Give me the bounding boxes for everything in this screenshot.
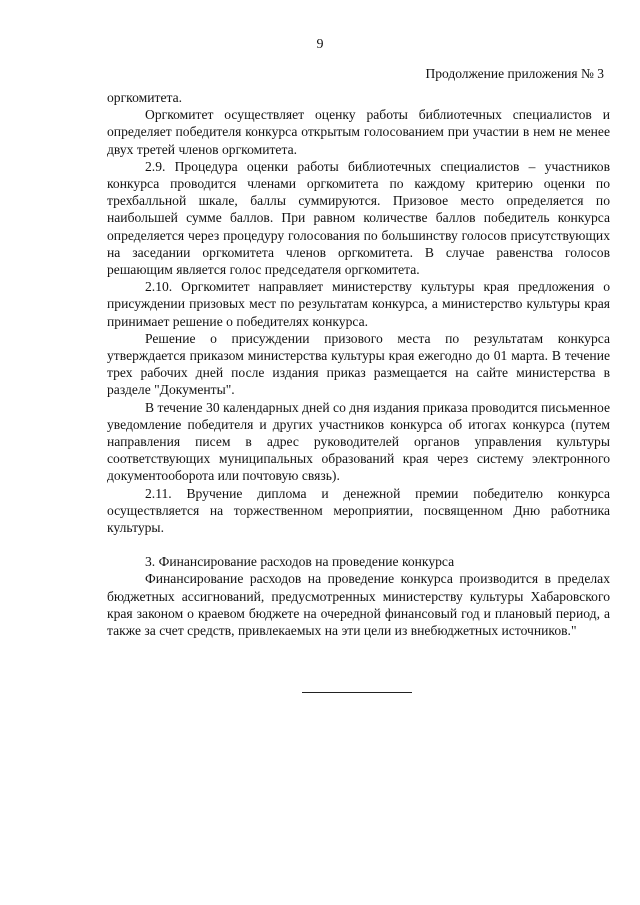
paragraph-award-decision: Решение о присуждении призового места по результатам конкурса утверждается приказом министерства культуры края ежегодно до 01 марта. В течение трех рабочих дней после издания приказ размещается на сайте министерства в разделе "Документы". — [107, 330, 610, 398]
section-heading-financing: 3. Финансирование расходов на проведение конкурса — [145, 554, 455, 570]
document-body — [107, 89, 610, 639]
paragraph-carryover: оргкомитета. — [107, 90, 183, 105]
paragraph-2-11: 2.11. Вручение диплома и денежной премии победителю конкурса осуществляется на торжественном мероприятии, посвященном Дню работника культуры. — [107, 485, 610, 536]
paragraph-committee-evaluation: Оргкомитет осуществляет оценку работы библиотечных специалистов и определяет победителя конкурса открытым голосованием при участии в нем не менее двух третей членов оргкомитета. — [107, 107, 610, 157]
page-number: 9 — [316, 37, 324, 52]
end-of-document-rule — [302, 692, 412, 693]
paragraph-2-10: 2.10. Оргкомитет направляет министерству культуры края предложения о присуждении призовых мест по результатам конкурса, а министерство культуры края принимает решение о победителях конкурса. — [107, 279, 610, 329]
paragraph-financing: Финансирование расходов на проведение конкурса производится в пределах бюджетных ассигнований, предусмотренных министерству культуры Хабаровского края законом о краевом бюджете на очередной финансовый год и плановый период, а также за счет средств, привлекаемых на эти цели из внебюджетных источников." — [107, 571, 610, 639]
paragraph-2-9: 2.9. Процедура оценки работы библиотечных специалистов – участников конкурса проводится членами оргкомитета по каждому критерию оценки по трехбалльной шкале, баллы суммируются. Призовое место определяется по наибольшей сумме баллов. При равном количестве баллов победитель конкурса определяется через процедуру голосования по большинству голосов присутствующих на заседании оргкомитета членов оргкомитета. В случае равенства голосов решающим является голос председателя оргкомитета. — [107, 158, 610, 278]
paragraph-notification: В течение 30 календарных дней со дня издания приказа проводится письменное уведомление победителя и других участников конкурса об итогах конкурса (путем направления писем в адрес руководителей органов управления культуры соответствующих муниципальных образований края через систему электронного документооборота или почтовую связь). — [107, 399, 610, 484]
appendix-continuation-label: Продолжение приложения № 3 — [425, 66, 604, 81]
